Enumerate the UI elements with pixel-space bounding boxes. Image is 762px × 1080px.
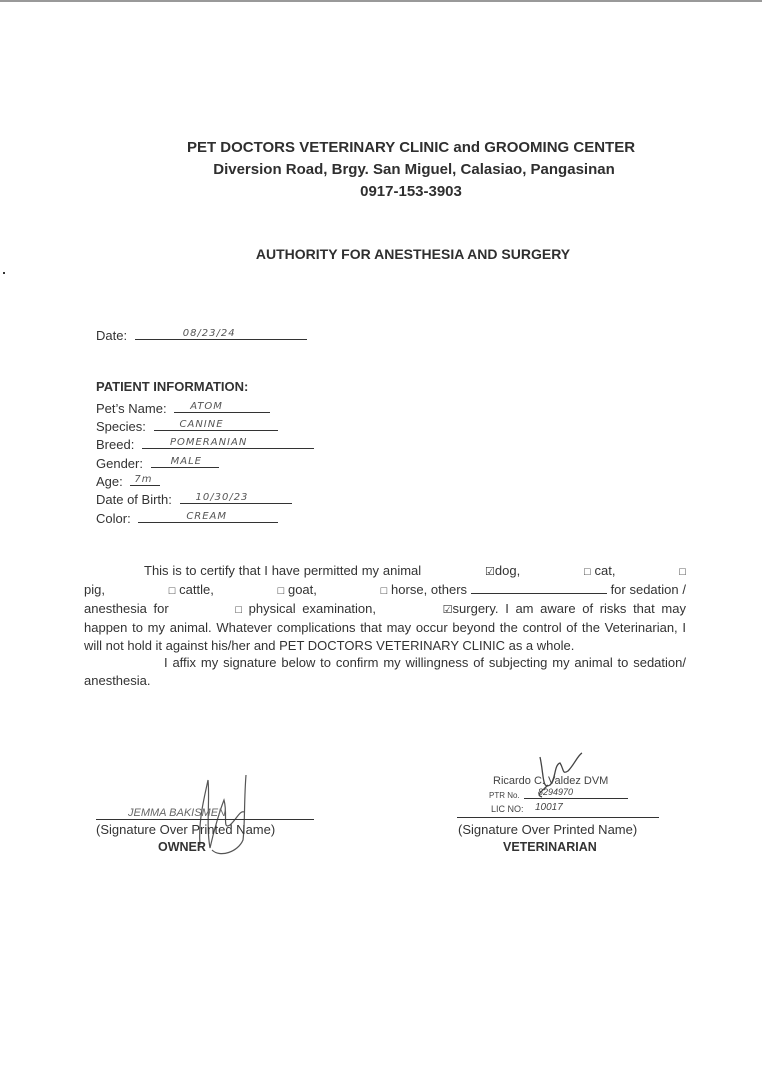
checkbox-dog-checked: ☑ [485, 566, 495, 578]
clinic-phone: 0917-153-3903 [360, 183, 462, 200]
color-value: CREAM [186, 511, 228, 522]
vet-signature-label: (Signature Over Printed Name) [458, 822, 638, 837]
date-field [96, 325, 307, 343]
option-cat: cat, [594, 563, 616, 578]
vet-ptr-value: 8294970 [538, 787, 574, 797]
others-blank-line [471, 581, 607, 594]
option-goat: goat, [287, 582, 317, 597]
breed-field [96, 434, 314, 452]
checkbox-cattle: □ [168, 585, 176, 597]
species-label: Species: [96, 419, 146, 434]
checkbox-surgery-checked: ☑ [442, 604, 453, 616]
consent-paragraph [84, 562, 686, 655]
gender-label: Gender: [96, 456, 143, 471]
breed-value: POMERANIAN [169, 437, 248, 448]
gender-field [96, 453, 219, 471]
clinic-address: Diversion Road, Brgy. San Miguel, Calasiao, Pangasinan [213, 161, 615, 178]
consent-text-intro: This is to certify that I have permitted my animal [144, 563, 422, 578]
option-dog: dog, [494, 563, 521, 578]
scan-top-edge [0, 0, 762, 2]
age-field [96, 471, 160, 489]
dob-field [96, 489, 292, 507]
pet-name-label: Pet’s Name: [96, 401, 167, 416]
dob-label: Date of Birth: [96, 492, 172, 507]
option-physical-exam: physical examination, [248, 601, 376, 616]
checkbox-goat: □ [277, 585, 285, 597]
clinic-name: PET DOCTORS VETERINARY CLINIC and GROOMING CENTER [186, 139, 636, 156]
checkbox-exam: □ [235, 604, 243, 616]
vet-ptr-label: PTR No. [489, 791, 520, 800]
color-field [96, 508, 278, 526]
pet-name-line [174, 398, 270, 413]
option-cattle: cattle, [179, 582, 214, 597]
affix-paragraph: I affix my signature below to confirm my willingness of subjecting my animal to sedation/ anesthesia. [84, 655, 686, 688]
age-line [130, 471, 160, 486]
pet-name-value: ATOM [190, 401, 223, 412]
vet-lic-label: LIC NO: [491, 804, 524, 814]
breed-label: Breed: [96, 437, 135, 452]
vet-name: Ricardo C. Valdez DVM [493, 775, 609, 787]
checkbox-horse: □ [380, 585, 388, 597]
dob-value: 10/30/23 [195, 492, 249, 503]
vet-signature-line [457, 817, 659, 818]
scan-speck [3, 272, 5, 274]
species-field [96, 416, 278, 434]
vet-role: VETERINARIAN [503, 840, 597, 854]
patient-info-heading: PATIENT INFORMATION: [96, 379, 249, 394]
date-value: 08/23/24 [182, 328, 236, 339]
vet-lic-value: 10017 [535, 802, 563, 813]
option-pig: pig, [84, 582, 105, 597]
consent-text-risks: I am aware of risks that may happen to my animal. Whatever complications that may occur beyond the control of the Veterinarian, I will not hold it against his/her and PET DOCTORS VETERINARY CLINIC as a whole. [84, 601, 686, 653]
color-line [138, 508, 278, 523]
species-value: CANINE [179, 419, 224, 430]
owner-signature-line [96, 819, 314, 820]
checkbox-pig: □ [679, 566, 686, 578]
breed-line [142, 434, 314, 449]
date-line [135, 325, 307, 340]
form-title: AUTHORITY FOR ANESTHESIA AND SURGERY [255, 246, 571, 262]
gender-line [151, 453, 219, 468]
owner-signature-label: (Signature Over Printed Name) [96, 822, 276, 837]
owner-printed-name: JEMMA BAKISMEN [128, 807, 226, 819]
vet-ptr-line [524, 798, 628, 799]
owner-role: OWNER [158, 840, 206, 854]
age-label: Age: [96, 474, 123, 489]
date-label: Date: [96, 328, 128, 343]
species-line [154, 416, 278, 431]
pet-name-field [96, 398, 270, 416]
gender-value: MALE [170, 456, 202, 467]
dob-line [180, 489, 292, 504]
color-label: Color: [96, 511, 131, 526]
option-horse-others: horse, others [391, 582, 468, 597]
option-surgery: surgery. [452, 601, 499, 616]
checkbox-cat: □ [584, 566, 591, 578]
consent-text-purpose: for sedation / anesthesia for [84, 582, 686, 616]
age-value: 7m [134, 474, 153, 485]
